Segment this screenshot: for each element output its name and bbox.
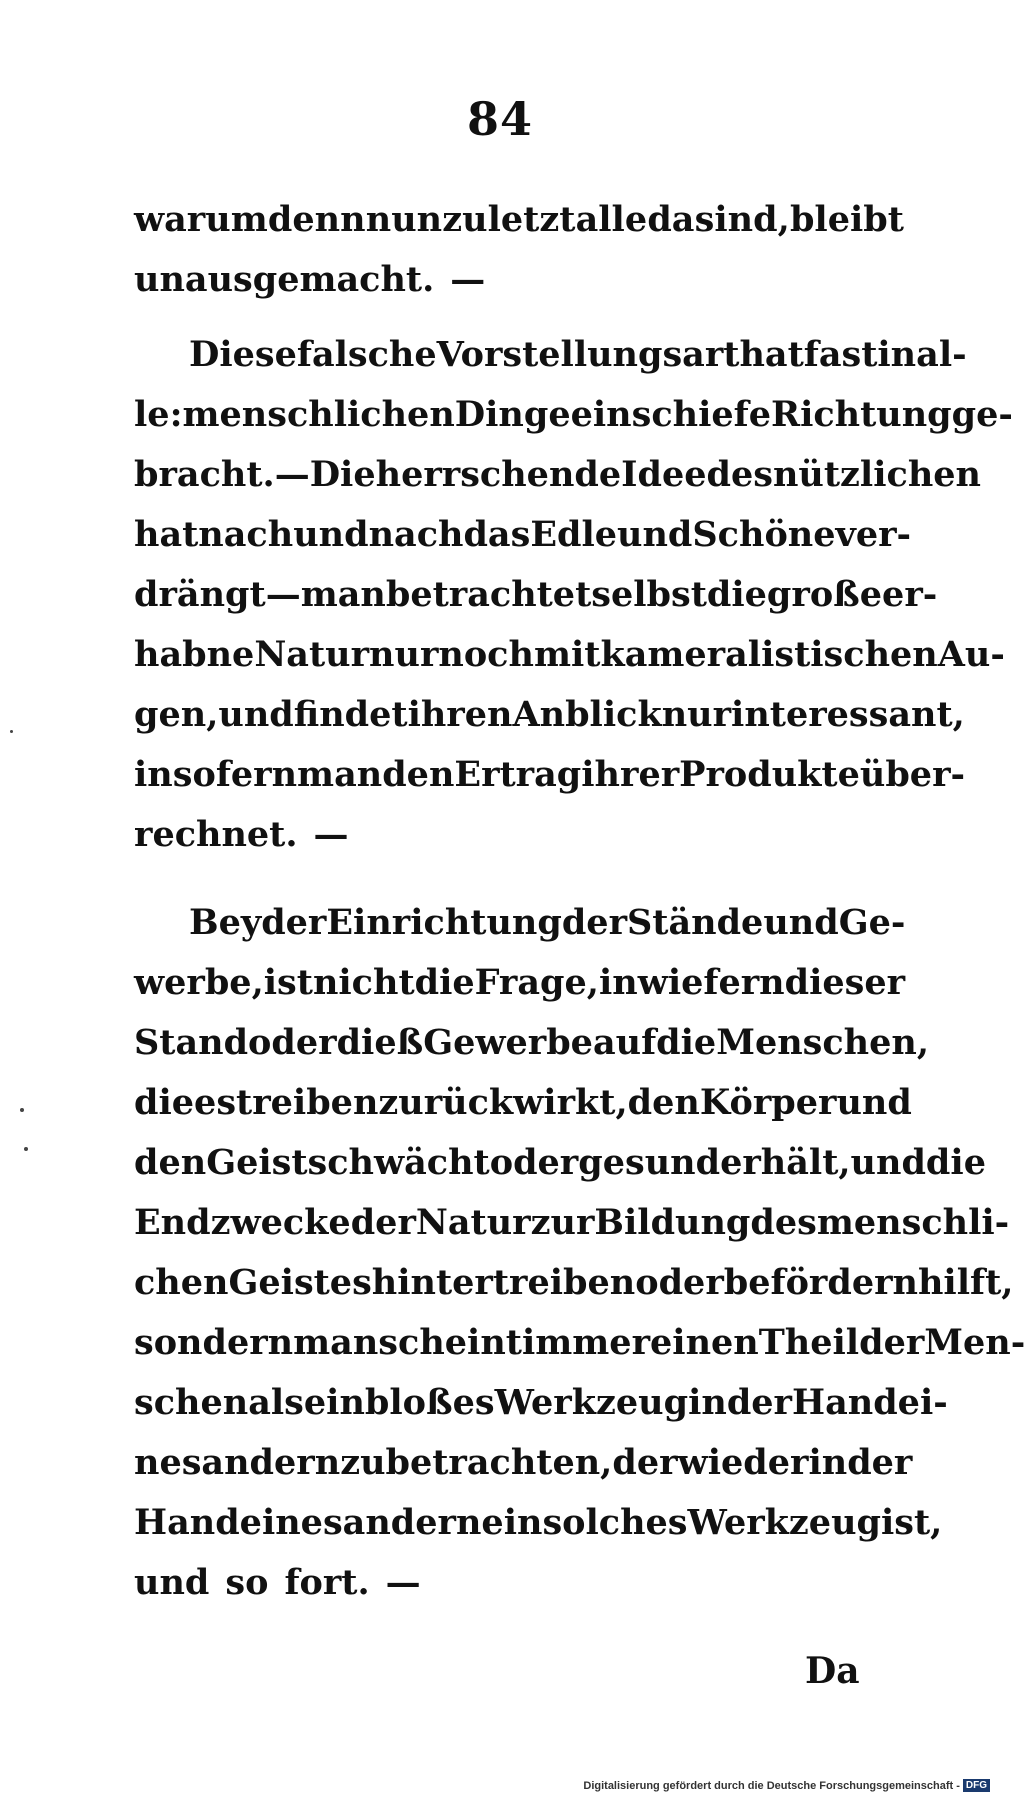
text-line: chen Geistes hintertreiben oder befördern hilft, — [134, 1262, 1014, 1303]
text-line: hat nach und nach das Edle und Schöne ver- — [134, 514, 912, 555]
text-line: warum denn nun zuletzt alle da sind, bleibt — [134, 199, 904, 240]
text-line: Bey der Einrichtung der Stände und Ge- — [189, 902, 906, 943]
text-line: gen, und findet ihren Anblick nur interessant, — [134, 694, 965, 735]
scan-speck — [10, 730, 13, 733]
text-line: Endzwecke der Natur zur Bildung des menschli- — [134, 1202, 1010, 1243]
text-line: in so fern man den Ertrag ihrer Produkte über- — [134, 754, 966, 795]
page-number: 84 — [466, 92, 533, 146]
text-line: bracht. — Die herrschende Idee des nützlichen — [134, 454, 981, 495]
text-line: Hand eines andern ein solches Werkzeug ist, — [134, 1502, 943, 1543]
text-line: unausgemacht. — — [134, 259, 486, 300]
catchword: Da — [805, 1650, 860, 1692]
text-line: Diese falsche Vorstellungsart hat fast in al- — [189, 334, 967, 375]
text-line: le: menschlichen Dinge ein schiefe Richtung ge- — [134, 394, 1013, 435]
footer-text: Digitalisierung gefördert durch die Deutsche Forschungsgemeinschaft - — [583, 1779, 960, 1792]
digitization-footer — [583, 1779, 990, 1792]
text-line: den Geist schwächt oder gesund erhält, und die — [134, 1142, 986, 1183]
text-line: die es treiben zurück wirkt, den Körper und — [134, 1082, 912, 1123]
paragraph-3 — [134, 893, 1025, 1613]
text-line: Stand oder dieß Gewerbe auf die Menschen, — [134, 1022, 930, 1063]
text-line: schen als ein bloßes Werkzeug in der Hand ei- — [134, 1382, 948, 1423]
paragraph-2 — [134, 325, 1013, 865]
scan-speck — [24, 1147, 28, 1151]
text-line: drängt — man betrachtet selbst die große er- — [134, 574, 938, 615]
text-line: werbe, ist nicht die Frage, in wie fern dieser — [134, 962, 906, 1003]
scan-speck — [20, 1108, 24, 1112]
text-line: rechnet. — — [134, 814, 349, 855]
paragraph-1 — [134, 190, 904, 310]
text-line: habne Natur nur noch mit kameralistischen Au- — [134, 634, 1005, 675]
text-line: nes andern zu betrachten, der wieder in der — [134, 1442, 913, 1483]
dfg-logo: DFG — [963, 1779, 990, 1792]
text-line: sondern man scheint immer einen Theil der Men- — [134, 1322, 1025, 1363]
text-line: und so fort. — — [134, 1562, 421, 1603]
